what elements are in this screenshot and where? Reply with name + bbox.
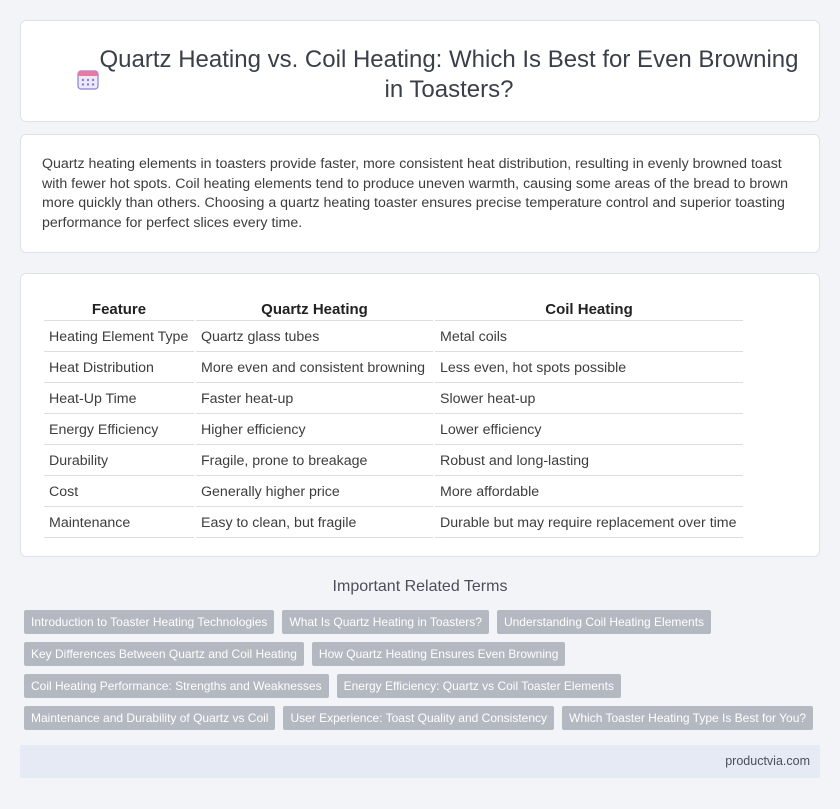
table-cell: Durability	[44, 447, 194, 476]
table-cell: More affordable	[435, 478, 743, 507]
table-cell: Metal coils	[435, 323, 743, 352]
column-header-feature: Feature	[44, 296, 194, 321]
intro-card	[20, 134, 820, 253]
table-row	[44, 354, 743, 383]
related-term-tag[interactable]: Coil Heating Performance: Strengths and Weaknesses	[24, 674, 329, 698]
table-cell: Heating Element Type	[44, 323, 194, 352]
related-term-tag[interactable]: What Is Quartz Heating in Toasters?	[282, 610, 489, 634]
related-terms-heading: Important Related Terms	[332, 578, 508, 595]
tag-row	[24, 674, 824, 698]
table-cell: Lower efficiency	[435, 416, 743, 445]
footer-site-link[interactable]: productvia.com	[725, 754, 810, 768]
table-cell: Faster heat-up	[196, 385, 433, 414]
table-cell: More even and consistent browning	[196, 354, 433, 383]
related-term-tag[interactable]: Energy Efficiency: Quartz vs Coil Toaster Elements	[337, 674, 621, 698]
table-row	[44, 447, 743, 476]
related-term-tag[interactable]: How Quartz Heating Ensures Even Browning	[312, 642, 565, 666]
table-row	[44, 478, 743, 507]
table-row	[44, 385, 743, 414]
table-cell: Heat Distribution	[44, 354, 194, 383]
tag-row	[24, 706, 824, 730]
table-cell: Maintenance	[44, 509, 194, 538]
related-term-tag[interactable]: Understanding Coil Heating Elements	[497, 610, 711, 634]
table-cell: Heat-Up Time	[44, 385, 194, 414]
table-cell: Higher efficiency	[196, 416, 433, 445]
table-header-row	[44, 296, 743, 321]
related-term-tag[interactable]: Key Differences Between Quartz and Coil Heating	[24, 642, 304, 666]
column-header-quartz: Quartz Heating	[196, 296, 433, 321]
table-row	[44, 323, 743, 352]
tag-row	[24, 610, 824, 634]
table-cell: Fragile, prone to breakage	[196, 447, 433, 476]
table-cell: Quartz glass tubes	[196, 323, 433, 352]
page-title: Quartz Heating vs. Coil Heating: Which Is Best for Even Browning in Toasters?	[99, 46, 799, 103]
table-cell: Slower heat-up	[435, 385, 743, 414]
tag-row	[24, 642, 824, 666]
table-cell: Easy to clean, but fragile	[196, 509, 433, 538]
related-term-tag[interactable]: Which Toaster Heating Type Is Best for You?	[562, 706, 813, 730]
related-terms-list	[24, 610, 824, 738]
comparison-card	[20, 273, 820, 557]
table-cell: Generally higher price	[196, 478, 433, 507]
related-term-tag[interactable]: User Experience: Toast Quality and Consistency	[283, 706, 554, 730]
related-term-tag[interactable]: Maintenance and Durability of Quartz vs Coil	[24, 706, 275, 730]
related-term-tag[interactable]: Introduction to Toaster Heating Technologies	[24, 610, 274, 634]
table-cell: Durable but may require replacement over time	[435, 509, 743, 538]
table-cell: Less even, hot spots possible	[435, 354, 743, 383]
calendar-icon	[77, 68, 99, 90]
table-cell: Cost	[44, 478, 194, 507]
comparison-table	[42, 294, 745, 540]
column-header-coil: Coil Heating	[435, 296, 743, 321]
table-cell: Robust and long-lasting	[435, 447, 743, 476]
intro-paragraph: Quartz heating elements in toasters provide faster, more consistent heat distribution, resulting in evenly browned toast with fewer hot spots. Coil heating elements tend to produce uneven warmth, causing some areas of the bread to brown more quickly than others. Choosing a quartz heating toaster ensures precise temperature control and superior toasting performance for perfect slices every time.	[42, 156, 789, 231]
table-cell: Energy Efficiency	[44, 416, 194, 445]
title-card	[20, 20, 820, 122]
footer	[20, 745, 820, 778]
table-row	[44, 509, 743, 538]
table-row	[44, 416, 743, 445]
